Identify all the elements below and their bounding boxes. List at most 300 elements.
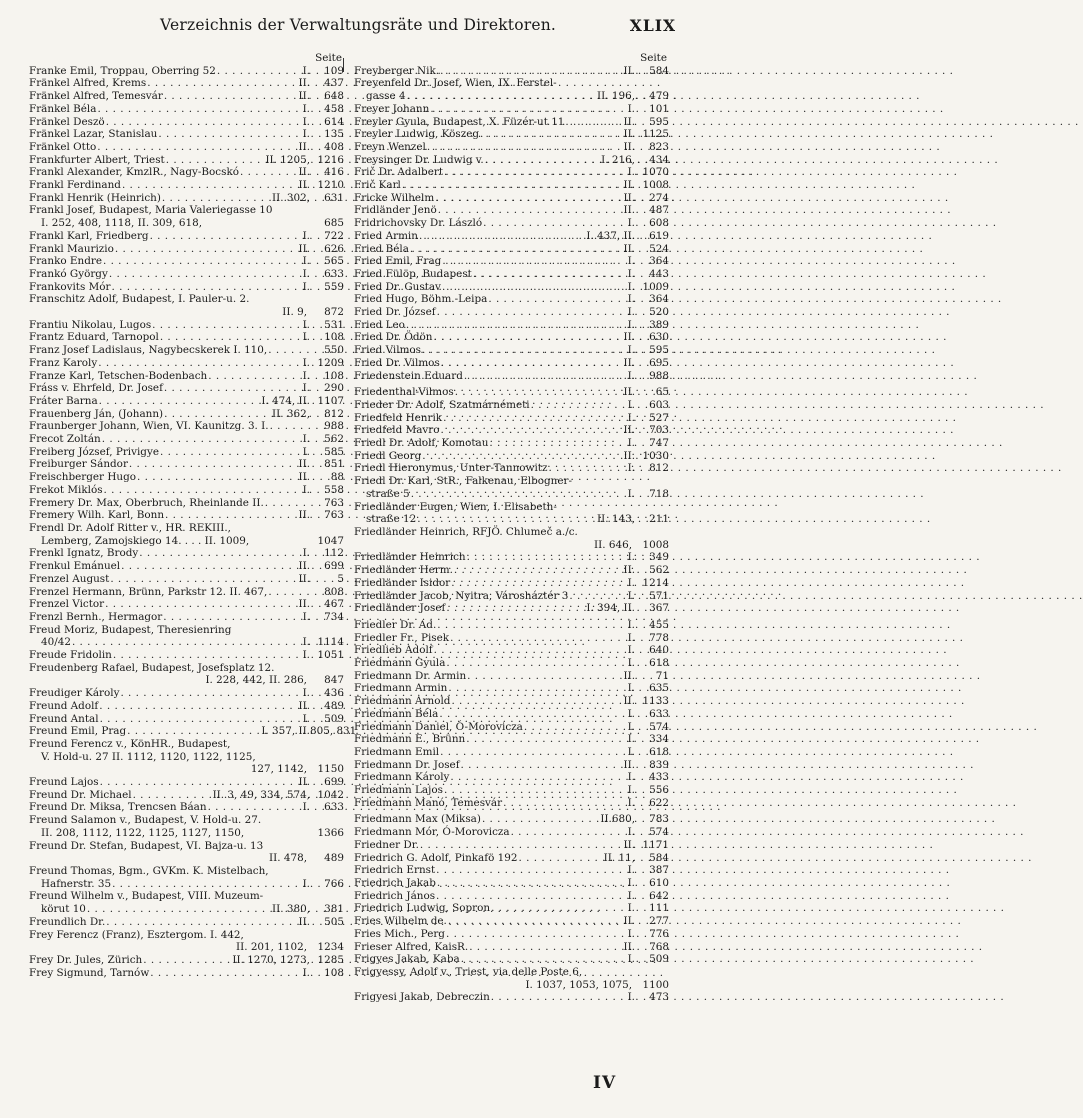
- page-ref: 574: [649, 720, 669, 733]
- entry-name: Friedmann E., Brünn: [354, 733, 466, 746]
- entry-name: straße 12: [366, 513, 417, 526]
- entry-name: Fried Armin: [354, 229, 418, 242]
- leader-dots: [86, 903, 271, 916]
- index-entry: [354, 192, 670, 205]
- entry-name: Frankl Josef, Budapest, Maria Valeriegasse 10: [29, 204, 273, 217]
- index-entry: [29, 840, 345, 853]
- page-ref: 988: [649, 369, 669, 382]
- page-ref: 108: [324, 331, 344, 344]
- volume-ref: II. 380,: [272, 903, 310, 916]
- page-ref: 763: [324, 496, 344, 509]
- entry-name: Friedländer Jacob, Nyitra, Városháztér 3: [354, 589, 569, 602]
- entry-name: Friedmann Emil: [354, 745, 440, 758]
- index-entry: [29, 611, 345, 624]
- volume-ref: I.: [627, 102, 635, 115]
- leader-dots: [564, 116, 622, 129]
- entry-name: Frankó György: [29, 267, 108, 280]
- continuation-text: I. 252, 408, 1118, II. 309, 618,: [41, 217, 203, 230]
- index-entry: [29, 636, 345, 649]
- entry-name: körut 10: [41, 903, 86, 916]
- index-entry: [29, 446, 345, 459]
- entry-name: Frič Karl: [354, 179, 401, 192]
- index-entry: [29, 166, 345, 179]
- index-entry: [354, 619, 670, 632]
- entry-name: Freude Fridolin: [29, 649, 112, 662]
- volume-ref: II.: [298, 915, 310, 928]
- page-ref: 381: [324, 903, 344, 916]
- volume-ref: I. 437, II.: [586, 229, 635, 242]
- leader-dots: [466, 551, 627, 564]
- entry-name: Friedländer Heinrich: [354, 551, 466, 564]
- entry-name: Friedmann Károly: [354, 771, 450, 784]
- index-entry: [354, 331, 670, 344]
- index-entry: [354, 928, 670, 941]
- page-ref: 434: [649, 153, 669, 166]
- index-entry: [354, 141, 670, 154]
- index-entry: [354, 65, 670, 78]
- page-ref: 1009: [642, 280, 669, 293]
- entry-name: Fridländer Jenö: [354, 204, 437, 217]
- leader-dots: [445, 928, 627, 941]
- volume-ref: II.: [623, 449, 635, 462]
- page-ref: 608: [649, 217, 669, 230]
- leader-dots: [450, 577, 626, 590]
- page-ref: 1150: [317, 763, 344, 776]
- index-entry: [29, 929, 345, 942]
- entry-name: Fried Dr. Ödön: [354, 331, 433, 344]
- volume-ref: II.: [623, 191, 635, 204]
- index-entry: [354, 864, 670, 877]
- entry-name: Friedmann Armin: [354, 682, 448, 695]
- index-entry: [29, 700, 345, 713]
- entry-name: Fremery Dr. Max, Oberbruch, Rheinlande II.: [29, 496, 264, 509]
- index-entry: [29, 789, 345, 802]
- entry-name: Frankl Ferdinand: [29, 179, 121, 192]
- volume-ref: I.: [302, 382, 310, 395]
- page-ref: 1070: [642, 166, 669, 179]
- page-ref: 699: [324, 776, 344, 789]
- leader-dots: [99, 776, 298, 789]
- entry-name: Frigyes Jakab, Kaba: [354, 953, 460, 966]
- entry-name: Friedrich G. Adolf, Pinkafö 192: [354, 851, 518, 864]
- seite-label: Seite: [640, 52, 667, 64]
- volume-ref: II.: [623, 940, 635, 953]
- leader-dots: [447, 915, 623, 928]
- index-entry: [354, 424, 670, 437]
- page-ref: 562: [324, 433, 344, 446]
- page-ref: 556: [649, 784, 669, 797]
- continuation-text: I. 1037, 1053, 1075,: [525, 978, 632, 991]
- page-ref: 847: [324, 674, 344, 687]
- volume-ref: II. 196,: [597, 90, 635, 103]
- index-entry: [354, 255, 670, 268]
- page-ref: 642: [649, 889, 669, 902]
- entry-name: Frenzel August: [29, 572, 110, 585]
- volume-ref: I.: [627, 720, 635, 733]
- entry-name: Friedenthal-Vilmos: [354, 386, 454, 399]
- volume-ref: II.: [298, 90, 310, 103]
- volume-ref: I.: [302, 331, 310, 344]
- page-ref: [310, 522, 345, 535]
- volume-ref: I.: [302, 801, 310, 814]
- entry-name: Freudiger Károly: [29, 687, 120, 700]
- leader-dots: [207, 801, 302, 814]
- volume-ref: II.: [623, 356, 635, 369]
- index-entry: [354, 281, 670, 294]
- index-entry: [29, 598, 345, 611]
- volume-ref: I. 474, II.: [261, 394, 310, 407]
- index-entry: [29, 458, 345, 471]
- leader-dots: [436, 619, 626, 632]
- page-ref: 699: [324, 560, 344, 573]
- volume-ref: I.: [627, 344, 635, 357]
- entry-name: Frieder Dr. Adolf, Szatmárnémeti: [354, 398, 530, 411]
- page-ref: 1008: [642, 538, 669, 551]
- page-ref: 487: [649, 204, 669, 217]
- volume-ref: I.: [627, 644, 635, 657]
- entry-name: Friedländer Eugen, Wien, I. Elisabeth-: [354, 500, 557, 513]
- volume-ref: II. 362,: [272, 407, 310, 420]
- leader-dots: [121, 179, 298, 192]
- volume-ref: I.: [302, 128, 310, 141]
- index-entry: [354, 784, 670, 797]
- entry-name: Fränkel Otto: [29, 140, 97, 153]
- entry-name: Freund Dr. Miksa, Trencsen Báan: [29, 801, 207, 814]
- leader-dots: [104, 598, 297, 611]
- entry-name: Freischberger Hugo: [29, 471, 136, 484]
- index-entry: [29, 865, 345, 878]
- volume-ref: II. 1270, 1273,: [232, 953, 310, 966]
- index-entry: [354, 370, 670, 383]
- volume-ref: I.: [627, 166, 635, 179]
- volume-ref: I.: [302, 433, 310, 446]
- leader-dots: [439, 65, 622, 78]
- right-column: [354, 52, 670, 1004]
- entry-name: Friedler Fr., Pisek: [354, 631, 450, 644]
- continuation-text: Lemberg, Zamojskiego 14. . . . II. 1009,: [41, 534, 250, 547]
- entry-name: Friedfeld Henrik: [354, 411, 443, 424]
- leader-dots: [438, 708, 626, 721]
- index-entry: [29, 65, 345, 78]
- page-ref: 109: [324, 64, 344, 77]
- entry-name: Fricke Wilhelm: [354, 191, 435, 204]
- page-ref: 1100: [642, 978, 669, 991]
- entry-continuation: [29, 941, 345, 954]
- entry-name: Fraunberger Johann, Wien, VI. Kaunitzg. 3. I.: [29, 420, 269, 433]
- index-entry: [354, 797, 670, 810]
- page-ref: 479: [649, 90, 669, 103]
- page-ref: 531: [324, 318, 344, 331]
- entry-continuation: [354, 539, 670, 552]
- page-ref: 443: [649, 267, 669, 280]
- volume-ref: I.: [627, 437, 635, 450]
- entry-name: 40/42: [41, 636, 71, 649]
- page-ref: 618: [649, 657, 669, 670]
- volume-ref: II.: [623, 758, 635, 771]
- index-entry: [29, 281, 345, 294]
- page-ref: 1234: [317, 941, 344, 954]
- volume-ref: II.: [623, 115, 635, 128]
- index-entry: [354, 682, 670, 695]
- page-ref: 778: [649, 631, 669, 644]
- page-ref: 640: [649, 644, 669, 657]
- entry-name: Frantz Eduard, Tarnopol: [29, 331, 159, 344]
- page-ref: 416: [324, 166, 344, 179]
- volume-ref: II.: [298, 77, 310, 90]
- index-entry: [29, 814, 345, 827]
- volume-ref: I.: [627, 217, 635, 230]
- volume-ref: II.: [623, 242, 635, 255]
- page-ref: 458: [324, 102, 344, 115]
- leader-dots: [472, 268, 627, 281]
- page-ref: 489: [324, 699, 344, 712]
- entry-name: Freiburger Sándor: [29, 458, 128, 471]
- page-ref: [310, 293, 345, 306]
- page-ref: 509: [649, 953, 669, 966]
- page-ref: 571: [649, 589, 669, 602]
- index-entry: [29, 522, 345, 535]
- volume-ref: II.680,: [600, 813, 635, 826]
- entry-name: Freyenfeld Dr. Josef, Wien, IX. Ferstel-: [354, 77, 557, 90]
- entry-name: Freyer Johann: [354, 102, 430, 115]
- page-ref: 387: [649, 864, 669, 877]
- leader-dots: [490, 902, 627, 915]
- entry-name: Franze Karl, Tetschen-Bodenbach: [29, 369, 208, 382]
- entry-name: Fränkel Deszö: [29, 115, 105, 128]
- leader-dots: [112, 649, 302, 662]
- entry-name: Frekot Miklós: [29, 483, 103, 496]
- page-ref: [310, 738, 345, 751]
- index-entry: [354, 839, 670, 852]
- leader-dots: [426, 141, 623, 154]
- entry-name: Fried Dr. Gustav: [354, 280, 441, 293]
- page-ref: 467: [324, 598, 344, 611]
- index-entry: [29, 90, 345, 103]
- index-entry: [29, 344, 345, 357]
- page-ref: 364: [649, 293, 669, 306]
- volume-ref: II.: [298, 140, 310, 153]
- volume-ref: I.: [302, 547, 310, 560]
- leader-dots: [159, 331, 302, 344]
- volume-ref: I.: [302, 712, 310, 725]
- leader-dots: [165, 154, 265, 167]
- page-ref: 1285: [317, 953, 344, 966]
- leader-dots: [421, 344, 627, 357]
- index-entry: [29, 967, 345, 980]
- entry-name: Frigyesi Jakab, Debreczin: [354, 991, 490, 1004]
- page-ref: 766: [324, 877, 344, 890]
- index-entry: [354, 602, 670, 615]
- leader-dots: [159, 446, 302, 459]
- index-entry: [29, 573, 345, 586]
- leader-dots: [468, 941, 622, 954]
- volume-ref: I.: [627, 826, 635, 839]
- volume-ref: I.: [627, 902, 635, 915]
- leader-dots: [433, 644, 627, 657]
- page-ref: 585: [324, 445, 344, 458]
- entry-name: Freund Ferencz v., KönHR., Budapest,: [29, 737, 231, 750]
- page-ref: 622: [649, 796, 669, 809]
- leader-dots: [105, 916, 297, 929]
- index-entry: [354, 217, 670, 230]
- index-entry: [354, 644, 670, 657]
- page-ref: 489: [324, 852, 344, 865]
- leader-dots: [487, 293, 626, 306]
- entry-name: Fried Vilmos: [354, 344, 422, 357]
- index-entry: [354, 915, 670, 928]
- page-ref: [310, 204, 345, 217]
- volume-ref: I.: [302, 445, 310, 458]
- page-ref: 1114: [317, 636, 344, 649]
- entry-name: Freund Emil, Prag: [29, 725, 127, 738]
- entry-name: Fränkel Alfred, Krems: [29, 77, 147, 90]
- index-entry: [29, 204, 345, 217]
- leader-dots: [449, 632, 627, 645]
- entry-name: Frenkl Ignatz, Brody: [29, 547, 139, 560]
- page-ref: 1216: [317, 153, 344, 166]
- volume-ref: II.: [298, 776, 310, 789]
- page-header: [0, 16, 694, 40]
- page-ref: 630: [649, 331, 669, 344]
- entry-name: Freyn Wenzel: [354, 140, 426, 153]
- volume-ref: II.: [623, 669, 635, 682]
- page-ref: [310, 624, 345, 637]
- index-entry: [29, 649, 345, 662]
- page-ref: 595: [649, 344, 669, 357]
- entry-name: Friedrich Ludwig, Sopron: [354, 902, 491, 915]
- index-entry: [354, 437, 670, 450]
- volume-ref: II.: [623, 331, 635, 344]
- entry-continuation: [29, 535, 345, 548]
- page-ref: [635, 526, 670, 539]
- index-entry: [29, 128, 345, 141]
- continuation-text: II. 646,: [594, 538, 632, 551]
- page-ref: 389: [649, 318, 669, 331]
- leader-dots: [530, 399, 627, 412]
- entry-name: Fränkel Lazar, Stanislau: [29, 128, 158, 141]
- index-entry: [29, 725, 357, 738]
- page-ref: 783: [649, 813, 669, 826]
- leader-dots: [114, 243, 298, 256]
- continuation-text: II. 201, 1102,: [236, 941, 307, 954]
- index-entry: [354, 771, 670, 784]
- entry-name: Friedl Dr. Adolf, Komotau: [354, 437, 489, 450]
- index-entry: [354, 708, 670, 721]
- page-ref: [310, 814, 345, 827]
- leader-dots: [111, 878, 302, 891]
- entry-continuation: [29, 306, 345, 319]
- volume-ref: I.: [627, 267, 635, 280]
- index-entry: [29, 662, 345, 675]
- continuation-text: I. 228, 442, II. 286,: [205, 674, 307, 687]
- volume-ref: I.: [627, 369, 635, 382]
- leader-dots: [502, 797, 627, 810]
- page-ref: 509: [324, 712, 344, 725]
- page-ref: 1171: [642, 838, 669, 851]
- page-ref: 626: [324, 242, 344, 255]
- leader-dots: [466, 670, 622, 683]
- index-entry: [354, 293, 670, 306]
- entry-name: Frendl Dr. Adolf Ritter v., HR. REKIII.,: [29, 522, 231, 534]
- entry-name: Friedländer Herm.: [354, 564, 453, 577]
- volume-ref: I.: [302, 267, 310, 280]
- volume-ref: II.: [298, 598, 310, 611]
- volume-ref: I.: [627, 589, 635, 602]
- leader-dots: [518, 852, 603, 865]
- page-ref: [310, 865, 345, 878]
- leader-dots: [568, 590, 626, 603]
- leader-dots: [443, 784, 627, 797]
- entry-name: Frey Sigmund, Tarnów: [29, 966, 150, 979]
- page-ref: 436: [324, 687, 344, 700]
- entry-name: Frankovits Mór: [29, 280, 111, 293]
- leader-dots: [440, 357, 623, 370]
- entry-name: Friedrich János: [354, 889, 436, 902]
- entry-name: Fried Leo: [354, 318, 405, 331]
- page-ref: 619: [649, 229, 669, 242]
- left-column: [29, 52, 357, 979]
- index-entry: [29, 586, 345, 599]
- entry-name: Freund Lajos: [29, 776, 99, 789]
- leader-dots: [406, 90, 596, 103]
- entry-name: Friedrich Ernst: [354, 864, 436, 877]
- index-entry: [354, 746, 670, 759]
- entry-name: Frenzl Bernh., Hermagor: [29, 610, 163, 623]
- entry-name: Frankl Karl, Friedberg: [29, 229, 149, 242]
- index-entry: [29, 624, 345, 637]
- entry-name: Fries Wilhelm de.: [354, 915, 447, 928]
- page-ref: [310, 890, 345, 903]
- page-ref: 290: [324, 382, 344, 395]
- volume-ref: II. 1205,: [265, 153, 310, 166]
- page-ref: 633: [324, 801, 344, 814]
- volume-ref: I.: [627, 707, 635, 720]
- volume-ref: I.: [627, 618, 635, 631]
- entry-name: Friedl Hieronymus, Unter-Tannowitz: [354, 462, 548, 475]
- index-entry: [354, 166, 670, 179]
- page-ref: [310, 751, 345, 764]
- index-entry: [29, 77, 345, 90]
- index-entry: [354, 991, 670, 1004]
- volume-ref: II.: [623, 695, 635, 708]
- leader-dots: [442, 412, 627, 425]
- index-entry: [29, 141, 345, 154]
- leader-dots: [162, 611, 301, 624]
- entry-name: Fried Emil, Frag: [354, 255, 442, 268]
- entry-name: Frigyessy, Adolf v., Triest, via delle Poste 6,: [354, 965, 583, 978]
- leader-dots: [465, 733, 626, 746]
- page-ref: [635, 501, 670, 514]
- index-entry: [29, 560, 345, 573]
- page-ref: 277: [649, 915, 669, 928]
- volume-ref: I.: [302, 318, 310, 331]
- page-ref: 437: [324, 77, 344, 90]
- leader-dots: [479, 128, 622, 141]
- index-entry: [354, 344, 670, 357]
- leader-dots: [410, 488, 627, 501]
- entry-name: Frey Ferencz (Franz), Esztergom. I. 442,: [29, 928, 244, 941]
- index-entry: [354, 501, 670, 514]
- index-entry: [29, 420, 345, 433]
- leader-dots: [409, 243, 623, 256]
- entry-name: Frankl Maurizio: [29, 242, 114, 255]
- volume-ref: II.: [298, 572, 310, 585]
- entry-name: Freyberger Nik.: [354, 64, 440, 77]
- page-ref: 1210: [317, 179, 344, 192]
- leader-dots: [264, 497, 309, 510]
- entry-continuation: [29, 217, 345, 230]
- volume-ref: I.: [627, 745, 635, 758]
